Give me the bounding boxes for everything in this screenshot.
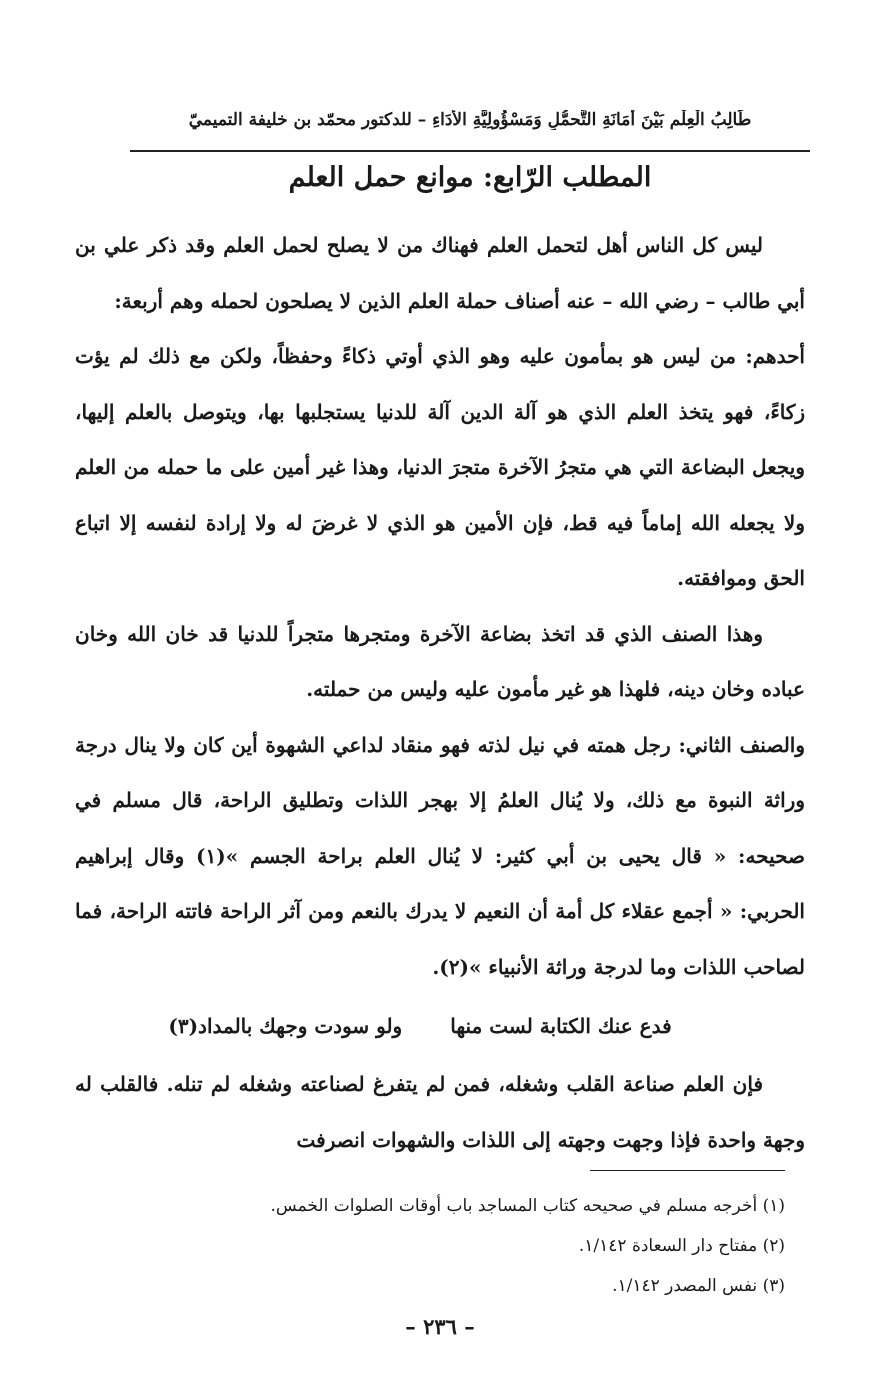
paragraph-first-type-summary: وهذا الصنف الذي قد اتخذ بضاعة الآخرة ومتجرها متجراً للدنيا قد خان الله وخان عباده وخان دينه، فلهذا هو غير مأمون عليه وليس من حملته. xyxy=(75,621,805,701)
paragraph-closing: فإن العلم صناعة القلب وشغله، فمن لم يتفرغ لصناعته وشغله لم تنله. فالقلب له وجهة واحدة فإذا وجهت وجهته إلى اللذات والشهوات انصرفت xyxy=(75,1072,805,1152)
poetry-verse xyxy=(75,995,805,1057)
page-number: – ٢٣٦ – xyxy=(405,1314,475,1339)
footnote-1: (١) أخرجه مسلم في صحيحه كتاب المساجد باب أوقات الصلوات الخمس. xyxy=(270,1196,785,1216)
paragraph-intro: ليس كل الناس أهل لتحمل العلم فهناك من لا يصلح لحمل العلم وقد ذكر علي بن أبي طالب – رضي الله – عنه أصناف حملة العلم الذين لا يصلحون لحمله وهم أربعة: xyxy=(75,233,805,313)
paragraph-first-type: أحدهم: من ليس هو بمأمون عليه وهو الذي أوتي ذكاءً وحفظاً، ولكن مع ذلك لم يؤت زكاءً، فهو يتخذ العلم الذي هو آلة الدين آلة للدنيا يستجلبها بها، ويتوصل بالعلم إليها، ويجعل البضاعة التي هي متجرُ الآخرة متجرَ الدنيا، وهذا غير أمين على ما حمله من العلم ولا يجعله الله إماماً فيه قط، فإن الأمين هو الذي لا غرضَ له ولا إرادة لنفسه إلا اتباع الحق وموافقته. xyxy=(75,344,805,590)
verse-first-hemistich: فدع عنك الكتابة لست منها xyxy=(450,1014,672,1038)
footnote-2: (٢) مفتاح دار السعادة ١/١٤٢. xyxy=(578,1236,785,1256)
footnotes xyxy=(130,1186,785,1306)
paragraph-second-type: والصنف الثاني: رجل همته في نيل لذته فهو منقاد لداعي الشهوة أين كان ولا ينال درجة وراثة النبوة مع ذلك، ولا يُنال العلمُ إلا بهجر اللذات وتطليق الراحة، قال مسلم في صحيحه: « قال يحيى بن أبي كثير: لا يُنال العلم براحة الجسم »(١) وقال إبراهيم الحربي: « أجمع عقلاء كل أمة أن النعيم لا يدرك بالنعم ومن آثر الراحة فاتته الراحة، فما لصاحب اللذات وما لدرجة وراثة الأنبياء »(٢). xyxy=(75,732,805,979)
section-title: المطلب الرّابع: موانع حمل العلم xyxy=(288,162,652,193)
footnote-separator xyxy=(590,1170,785,1171)
verse-second-hemistich: ولو سودت وجهك بالمداد(٣) xyxy=(168,1014,403,1038)
header-rule xyxy=(130,150,810,152)
body-text xyxy=(75,218,805,1168)
footnote-3: (٣) نفس المصدر ١/١٤٢. xyxy=(612,1276,785,1296)
running-header: طَالِبُ الْعِلْمِ بَيْنَ أَمَانَةِ التَّحمُّلِ وَمَسْؤُولِيَّةِ الأَدَاءِ – للدكتور محمّد بن خليفة التميميّ xyxy=(188,110,752,130)
